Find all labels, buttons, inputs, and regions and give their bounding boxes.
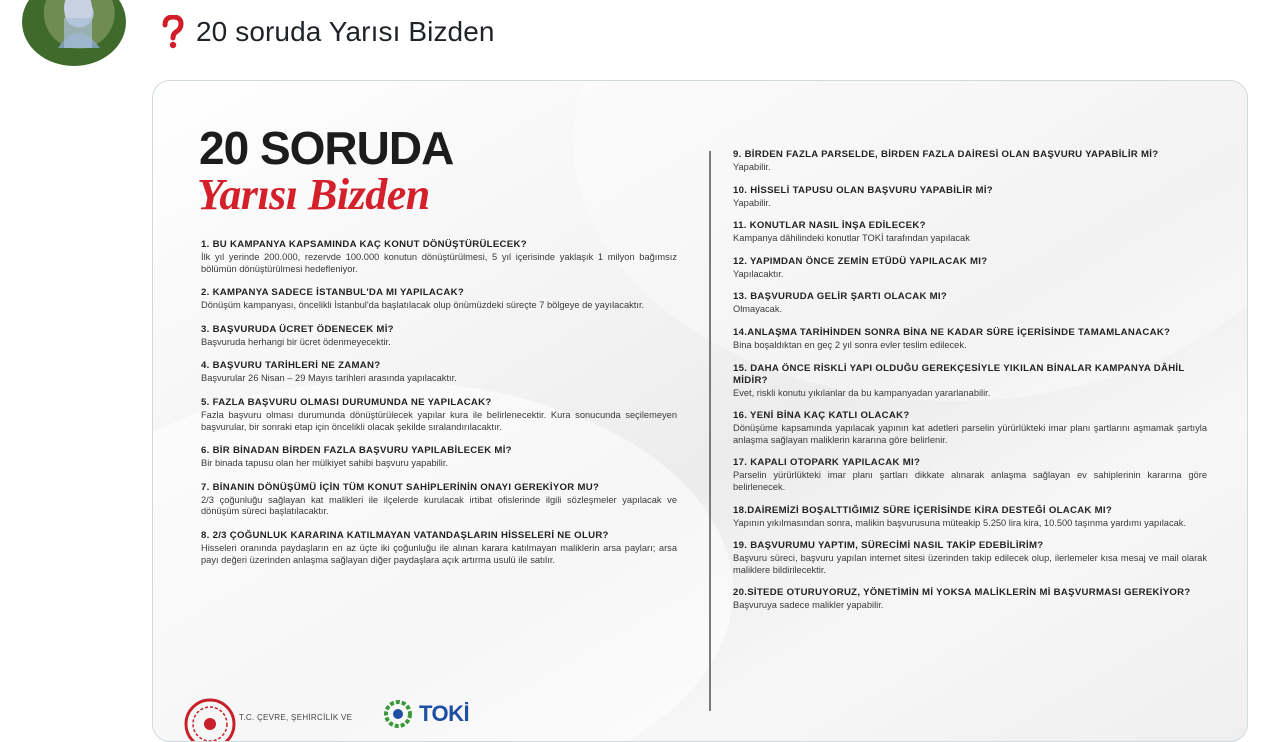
tweet-image-card[interactable] xyxy=(152,80,1248,742)
faq-answer: Parselin yürürlükteki imar planı şartları dikkate alınarak anlaşma sağlayan ev sahiplerinin kararına göre belirlenecek. xyxy=(733,470,1207,492)
faq-answer: Bina boşaldıktan en geç 2 yıl sonra evler teslim edilecek. xyxy=(733,339,967,350)
faq-answer: 2/3 çoğunluğu sağlayan kat malikleri ile ilçelerde kurulacak irtibat ofislerinde ilgili sözleşmeler yapılacak ve dönüşüm süreci başlatılacaktır. xyxy=(201,494,677,517)
faq-answer: Başvuru süreci, başvuru yapılan internet sitesi üzerinden takip edilecek olup, ilerlemeler kısa mesaj ve mail olarak maliklere bildirilecektir. xyxy=(733,553,1207,575)
toki-label: TOKİ xyxy=(419,701,470,726)
faq-question: 5. FAZLA BAŞVURU OLMASI DURUMUNDA NE YAPILACAK? xyxy=(201,396,492,408)
faq-question: 7. BİNANIN DÖNÜŞÜMÜ İÇİN TÜM KONUT SAHİPLERİNİN ONAYI GEREKİYOR MU? xyxy=(201,481,600,493)
faq-answer: Olmayacak. xyxy=(733,304,783,315)
faq-item xyxy=(201,360,677,385)
faq-question: 20.SİTEDE OTURUYORUZ, YÖNETİMİN Mİ YOKSA MALİKLERİN Mİ BAŞVURMASI GEREKİYOR? xyxy=(733,587,1191,599)
faq-item xyxy=(201,397,677,433)
faq-question: 13. BAŞVURUDA GELİR ŞARTI OLACAK MI? xyxy=(733,291,948,303)
faq-item xyxy=(201,287,677,312)
faq-question: 8. 2/3 ÇOĞUNLUK KARARINA KATILMAYAN VATANDAŞLARIN HİSSELERİ NE OLUR? xyxy=(201,529,609,541)
tweet-text-row xyxy=(160,12,495,52)
faq-answer: Evet, riskli konutu yıkılanlar da bu kampanyadan yararlanabilir. xyxy=(733,387,991,398)
toki-emblem-icon xyxy=(383,699,413,729)
faq-answer: Hisseleri oranında paydaşların en az üçte iki çoğunluğu ile alınan karara katılmayan maliklerin arsa payları; arsa payı değeri üzerinden anlaşma sağlayan diğer paydaşlara açık artırma usulü ile satılır. xyxy=(201,542,677,565)
faq-item xyxy=(733,291,1207,316)
faq-question: 1. BU KAMPANYA KAPSAMINDA KAÇ KONUT DÖNÜŞTÜRÜLECEK? xyxy=(201,239,527,250)
faq-question: 6. BİR BİNADAN BİRDEN FAZLA BAŞVURU YAPILABİLECEK Mİ? xyxy=(201,445,512,457)
faq-answer: Yapının yıkılmasından sonra, malikin başvurusuna müteakip 5.250 lira kira, 10.500 taşınma yardımı yapılacak. xyxy=(733,517,1187,528)
faq-question: 12. YAPIMDAN ÖNCE ZEMİN ETÜDÜ YAPILACAK MI? xyxy=(733,255,988,267)
faq-item xyxy=(733,149,1207,174)
faq-answer: Başvurular 26 Nisan – 29 Mayıs tarihleri arasında yapılacaktır. xyxy=(201,373,457,384)
red-question-mark-icon xyxy=(160,15,186,49)
faq-answer: Fazla başvuru olması durumunda dönüştürülecek yapılar kura ile belirlenecektir. Kura sonucunda seçilemeyen başvurular, bir sonraki etap için öncelikli olacak şekilde sıralandırılacaktır. xyxy=(201,409,677,432)
faq-item xyxy=(733,256,1207,281)
faq-question: 11. KONUTLAR NASIL İNŞA EDİLECEK? xyxy=(733,220,926,232)
faq-item xyxy=(733,457,1207,493)
faq-item xyxy=(733,505,1207,530)
faq-question: 3. BAŞVURUDA ÜCRET ÖDENECEK Mİ? xyxy=(201,323,394,335)
faq-item xyxy=(733,327,1207,352)
faq-answer: Yapılacaktır. xyxy=(733,268,784,279)
faq-answer: İlk yıl yerinde 200.000, rezervde 100.000 konutun dönüştürülmesi, 5 yıl içerisinde yaklaşık 1 milyon bağımsız bölümün dönüştürülmesi hedefleniyor. xyxy=(201,252,677,274)
user-avatar[interactable] xyxy=(22,0,126,66)
faq-right-column xyxy=(733,149,1207,623)
faq-question: 14.ANLAŞMA TARİHİNDEN SONRA BİNA NE KADAR SÜRE İÇERİSİNDE TAMAMLANACAK? xyxy=(733,326,1171,338)
faq-answer: Başvuruya sadece malikler yapabilir. xyxy=(733,600,884,611)
infographic-title: 20 SORUDA xyxy=(199,122,454,174)
toki-logo xyxy=(383,699,469,729)
faq-answer: Yapabilir. xyxy=(733,162,771,172)
tweet-text: 20 soruda Yarısı Bizden xyxy=(196,16,495,47)
faq-question: 9. BİRDEN FAZLA PARSELDE, BİRDEN FAZLA DAİRESİ OLAN BAŞVURU YAPABİLİR Mİ? xyxy=(733,149,1159,160)
faq-question: 10. HİSSELİ TAPUSU OLAN BAŞVURU YAPABİLİR Mİ? xyxy=(733,184,993,196)
faq-item xyxy=(201,445,677,470)
faq-item xyxy=(201,239,677,275)
faq-answer: Dönüşüm kampanyası, öncelikli İstanbul'da başlatılacak olup önümüzdeki süreçte 7 bölgeye de yayılacaktır. xyxy=(201,300,645,311)
faq-answer: Kampanya dâhilindeki konutlar TOKİ tarafından yapılacak xyxy=(733,233,970,244)
faq-left-column xyxy=(201,239,677,578)
faq-item xyxy=(201,324,677,349)
faq-question: 17. KAPALI OTOPARK YAPILACAK MI? xyxy=(733,457,921,469)
ministry-label: T.C. ÇEVRE, ŞEHİRCİLİK VE xyxy=(239,713,353,722)
faq-item xyxy=(733,587,1207,612)
faq-item xyxy=(733,363,1207,400)
column-divider xyxy=(709,151,711,711)
faq-answer: Dönüşüme kapsamında yapılacak yapının kat adetleri parselin yürürlükteki imar planı şartlarını aşmamak şartıyla anlaşma sağlayan maliklerin kararına göre belirlenir. xyxy=(733,423,1207,445)
infographic-subtitle: Yarısı Bizden xyxy=(197,170,430,219)
faq-question: 18.DAİREMİZİ BOŞALTTIĞIMIZ SÜRE İÇERİSİNDE KİRA DESTEĞİ OLACAK MI? xyxy=(733,504,1113,516)
faq-question: 15. DAHA ÖNCE RİSKLİ YAPI OLDUĞU GEREKÇESİYLE YIKILAN BİNALAR KAMPANYA DÂHİL MİDİR? xyxy=(733,362,1185,386)
faq-item xyxy=(733,410,1207,446)
faq-question: 19. BAŞVURUMU YAPTIM, SÜRECİMİ NASIL TAKİP EDEBİLİRİM? xyxy=(733,540,1044,552)
faq-answer: Bir binada tapusu olan her mülkiyet sahibi başvuru yapabilir. xyxy=(201,458,449,469)
faq-question: 4. BAŞVURU TARİHLERİ NE ZAMAN? xyxy=(201,360,381,372)
faq-item xyxy=(733,185,1207,210)
faq-question: 16. YENİ BİNA KAÇ KATLI OLACAK? xyxy=(733,410,910,422)
footer-logos xyxy=(183,693,683,741)
faq-item xyxy=(733,220,1207,245)
faq-item xyxy=(201,482,677,518)
faq-item xyxy=(201,530,677,566)
faq-item xyxy=(733,540,1207,576)
faq-answer: Başvuruda herhangi bir ücret ödenmeyecektir. xyxy=(201,336,391,347)
faq-answer: Yapabilir. xyxy=(733,197,771,208)
faq-question: 2. KAMPANYA SADECE İSTANBUL'DA MI YAPILACAK? xyxy=(201,287,464,299)
